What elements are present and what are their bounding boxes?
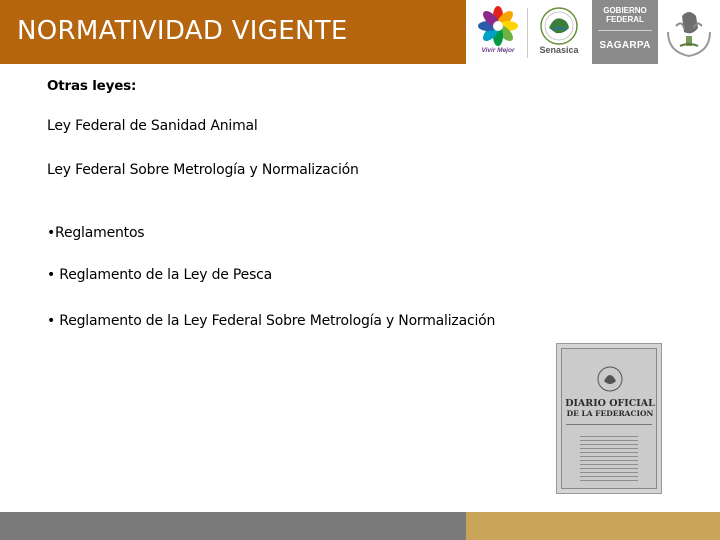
- gobierno-divider: [598, 30, 652, 31]
- list-item: Ley Federal Sobre Metrología y Normalización: [47, 162, 359, 178]
- doc-text-lines: [580, 433, 638, 483]
- gobierno-line1: GOBIERNO: [603, 6, 647, 15]
- diario-oficial-page: [561, 348, 657, 489]
- senasica-logo-icon: [534, 6, 584, 48]
- diario-oficial-title: [564, 399, 656, 419]
- doc-rule: [566, 424, 652, 425]
- diario-oficial-image: [556, 343, 662, 494]
- logo-separator: [527, 8, 528, 58]
- gobierno-federal-label: [592, 6, 658, 24]
- header-bar: [0, 0, 466, 64]
- footer-bar-right: [466, 512, 720, 540]
- footer-bar-left: [0, 512, 466, 540]
- mexican-coat-of-arms-icon: [662, 2, 716, 62]
- gobierno-line2: FEDERAL: [606, 15, 644, 24]
- list-item: •Reglamentos: [47, 225, 145, 241]
- page-title: NORMATIVIDAD VIGENTE: [17, 16, 348, 46]
- eagle-seal-icon: [596, 365, 624, 393]
- diario-title-line1: DIARIO OFICIAL: [565, 398, 655, 409]
- section-heading: Otras leyes:: [47, 78, 137, 94]
- list-item: • Reglamento de la Ley de Pesca: [47, 267, 273, 283]
- vivir-mejor-label: Vivir Mejor: [481, 47, 515, 54]
- senasica-label: Senasica: [539, 45, 579, 55]
- list-item: • Reglamento de la Ley Federal Sobre Metrología y Normalización: [47, 313, 496, 329]
- sagarpa-label: SAGARPA: [599, 40, 651, 51]
- diario-title-line2: DE LA FEDERACION: [566, 409, 654, 418]
- list-item: Ley Federal de Sanidad Animal: [47, 118, 258, 134]
